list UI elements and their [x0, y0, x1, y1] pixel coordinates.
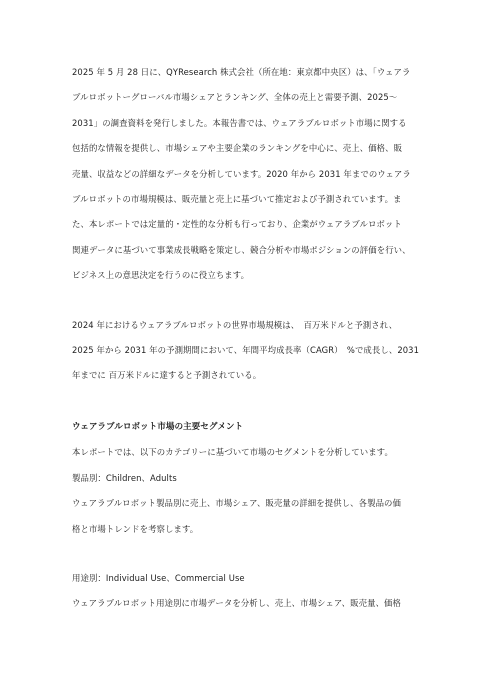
market-size-paragraph — [72, 313, 420, 389]
segments-heading: ウェアラブルロボット市場の主要セグメント — [72, 421, 244, 432]
intro-line: 関連データに基づいて事業成長戦略を策定し、競合分析や市場ポジションの評価を行い、 — [72, 244, 411, 255]
application-segment-label: 用途別：Individual Use、Commercial Use — [72, 572, 245, 583]
product-desc-line: 格と市場トレンドを考察します。 — [72, 523, 199, 534]
market-line: 2025 年から 2031 年の予測期間において、年間平均成長率（CAGR） %で成長し、2031 — [72, 345, 420, 356]
intro-line: た、本レポートでは定量的・定性的な分析も行っており、企業がウェアラブルロボット — [72, 219, 402, 230]
product-desc-line: ウェアラブルロボット製品別に売上、市場シェア、販売量の詳細を提供し、各製品の価 — [72, 498, 402, 509]
application-segment-description — [72, 591, 412, 616]
segments-intro: 本レポートでは、以下のカテゴリーに基づいて市場のセグメントを分析しています。 — [72, 447, 393, 458]
market-line: 2024 年におけるウェアラブルロボットの世界市場規模は、 百万米ドルと予測され、 — [72, 319, 398, 330]
intro-line: 2031」の調査資料を発行しました。本報告書では、ウェアラブルロボット市場に関する — [72, 117, 407, 128]
market-line: 年までに 百万米ドルに達すると予測されている。 — [72, 370, 262, 381]
intro-line: 売量、収益などの詳細なデータを分析しています。2020 年から 2031 年までのウェアラ — [72, 168, 411, 179]
intro-line: ビジネス上の意思決定を行うのに役立ちます。 — [72, 270, 250, 281]
intro-line: 2025 年 5 月 28 日に、QYResearch 株式会社（所在地：東京都中央区）は、「ウェアラ — [72, 67, 411, 77]
intro-line: ブルロボットーグローバル市場シェアとランキング、全体の売上と需要予測、2025〜 — [72, 92, 398, 103]
intro-paragraph — [72, 60, 412, 289]
intro-line: ブルロボットの市場規模は、販売量と売上に基づいて推定および予測されています。ま — [72, 194, 402, 205]
intro-line: 包括的な情報を提供し、市場シェアや主要企業のランキングを中心に、売上、価格、販 — [72, 143, 403, 154]
document-page — [72, 60, 420, 617]
product-segment-label: 製品別：Children、Adults — [72, 472, 177, 483]
application-desc-line: ウェアラブルロボット用途別に市場データを分析し、売上、市場シェア、販売量、価格 — [72, 598, 402, 609]
product-segment-description — [72, 491, 412, 542]
